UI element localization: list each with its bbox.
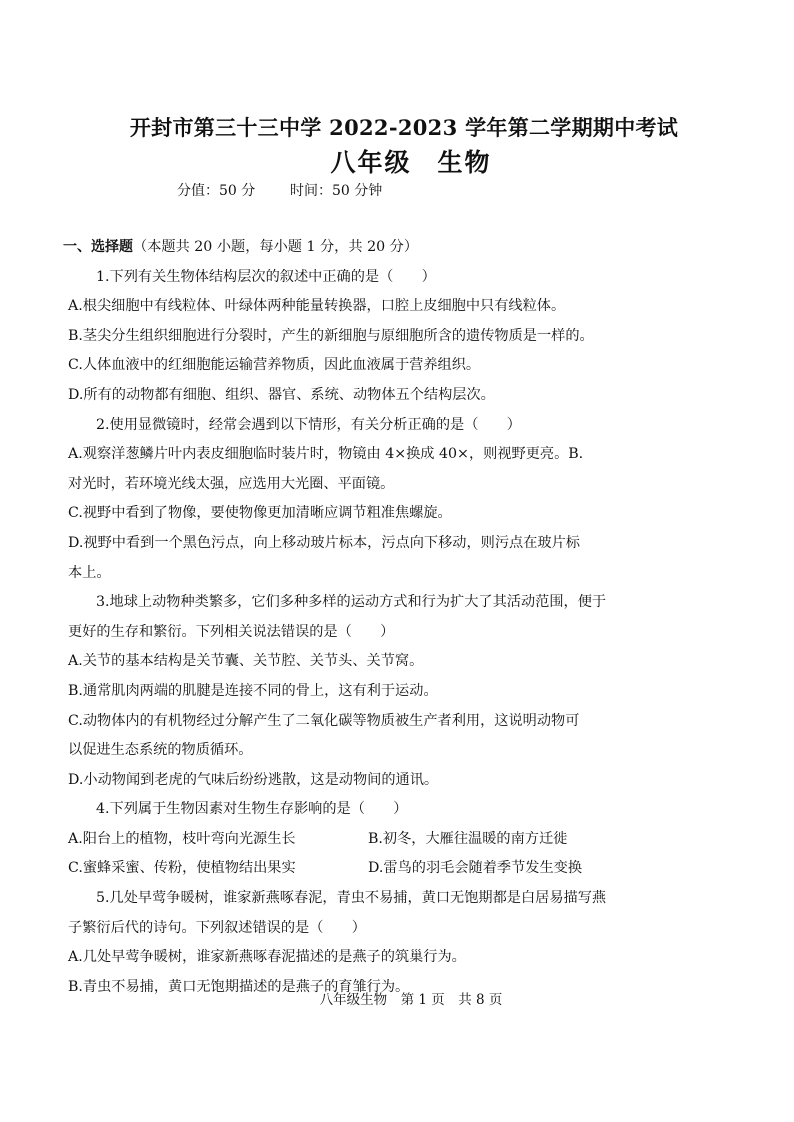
section-heading [63,233,668,263]
question-2-option-a-line1: A.观察洋葱鳞片叶内表皮细胞临时装片时，物镜由 4×换成 40×，则视野更亮。B. [68,446,584,463]
question-3-option-c-line1: C.动物体内的有机物经过分解产生了二氧化碳等物质被生产者利用，这说明动物可 [68,712,580,729]
exam-title: 开封市第三十三中学 2022-2023 学年第二学期期中考试 [129,115,679,140]
question-2-option-a-line2: 对光时，若环境光线太强，应选用大光圈、平面镜。 [68,475,395,492]
question-1-option-d: D.所有的动物都有细胞、组织、器官、系统、动物体五个结构层次。 [68,386,495,403]
question-4-option-b: B.初冬，大雁往温暖的南方迁徙 [368,830,568,847]
question-4-options-ab [68,825,668,855]
exam-content [63,233,668,1002]
question-5-option-b: B.青虫不易捕，黄口无饱期描述的是燕子的育雏行为。 [68,978,410,995]
question-4-stem: 4.下列属于生物因素对生物生存影响的是（ ） [96,801,408,818]
section-note: （本题共 20 小题，每小题 1 分，共 20 分） [133,239,419,255]
question-1-option-a: A.根尖细胞中有线粒体、叶绿体两种能量转换器，口腔上皮细胞中只有线粒体。 [68,298,566,315]
subject-label: 生物 [437,148,492,177]
question-4-option-c: C.蜜蜂采蜜、传粉，使植物结出果实 [68,860,296,877]
question-5-stem-line1: 5.几处早莺争暖树，谁家新燕啄春泥，青虫不易捕，黄口无饱期都是白居易描写燕 [96,890,607,907]
question-2-option-d-line1: D.视野中看到一个黑色污点，向上移动玻片标本，污点向下移动，则污点在玻片标 [68,534,580,551]
score-text: 分值：50 分 [177,183,256,199]
question-2-option-d-line2: 本上。 [68,564,111,581]
grade-label: 八年级 [330,148,412,177]
section-title: 一、选择题 [63,239,133,255]
page-footer: 八年级生物 第 1 页 共 8 页 [319,992,503,1008]
question-2-stem: 2.使用显微镜时，经常会遇到以下情形，有关分析正确的是（ ） [96,416,521,433]
question-1-option-b: B.茎尖分生组织细胞进行分裂时，产生的新细胞与原细胞所含的遗传物质是一样的。 [68,327,594,344]
question-1-option-c: C.人体血液中的红细胞能运输营养物质，因此血液属于营养组织。 [68,357,481,374]
question-4-option-a: A.阳台上的植物，枝叶弯向光源生长 [68,830,296,847]
question-3-option-a: A.关节的基本结构是关节囊、关节腔、关节头、关节窝。 [68,653,424,670]
exam-subtitle [0,143,794,179]
question-3-stem-line1: 3.地球上动物种类繁多，它们多种多样的运动方式和行为扩大了其活动范围，便于 [96,594,607,611]
question-4-option-d: D.雷鸟的羽毛会随着季节发生变换 [368,860,583,877]
question-3-option-b: B.通常肌肉两端的肌腱是连接不同的骨上，这有利于运动。 [68,682,438,699]
question-3-option-d: D.小动物闻到老虎的气味后纷纷逃散，这是动物间的通讯。 [68,771,439,788]
question-5-stem-line2: 子繁衍后代的诗句。下列叙述错误的是（ ） [68,919,366,936]
question-4-options-cd [68,854,668,884]
question-3-option-c-line2: 以促进生态系统的物质循环。 [68,742,253,759]
question-3-stem-line2: 更好的生存和繁衍。下列相关说法错误的是（ ） [68,623,395,640]
time-text: 时间：50 分钟 [290,183,383,199]
question-5-option-a: A.几处早莺争暖树，谁家新燕啄春泥描述的是燕子的筑巢行为。 [68,949,466,966]
question-2-option-c: C.视野中看到了物像，要使物像更加清晰应调节粗准焦螺旋。 [68,505,452,522]
question-1-stem: 1.下列有关生物体结构层次的叙述中正确的是（ ） [96,268,436,285]
